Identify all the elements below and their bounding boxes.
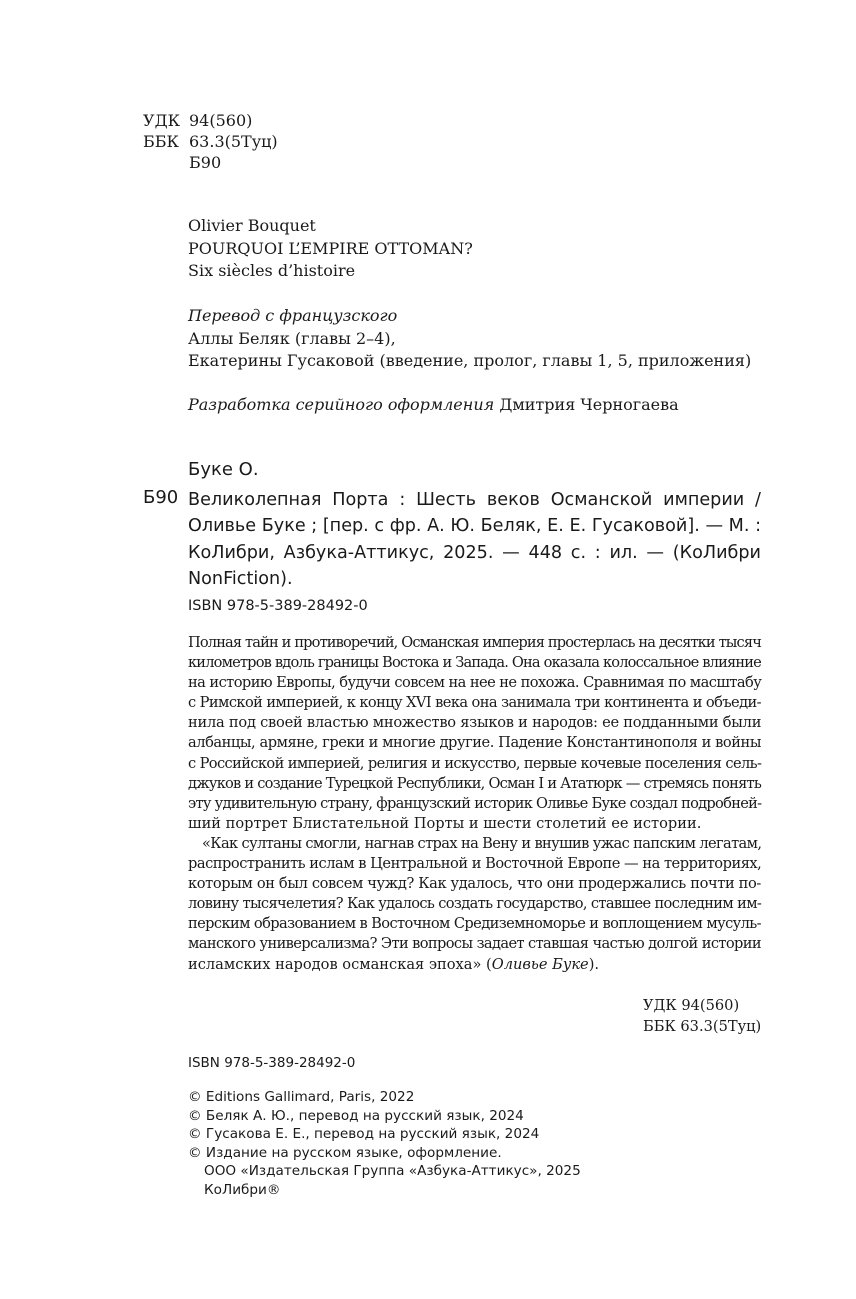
- original-edition: [188, 215, 748, 283]
- annotation-line: джуков и создание Турецкой Республики, Осман I и Ататюрк — стремясь понять: [188, 774, 761, 792]
- annotation-line: километров вдоль границы Востока и Запада. Она оказала колоссальное влияние: [188, 654, 761, 672]
- catalog-line: Великолепная Порта : Шесть веков Османской империи /: [188, 490, 761, 510]
- copyright-line: © Беляк А. Ю., перевод на русский язык, 2024: [188, 1107, 524, 1124]
- annotation-last-prefix: исламских народов османская эпоха» (: [188, 955, 492, 973]
- annotation-paragraph-1: [188, 633, 761, 834]
- copyright-line: КоЛибри®: [204, 1181, 281, 1198]
- author-mark: Б90: [189, 153, 222, 172]
- annotation-last-author: Оливье Буке: [491, 955, 589, 973]
- annotation-line: перским образованием в Восточном Средиземноморье и воплощением мусуль-: [188, 915, 761, 933]
- annotation-line: распространить ислам в Центральной и Восточной Европе — на территориях,: [188, 855, 762, 873]
- annotation-line: «Как султаны смогли, нагнав страх на Вену и внушив ужас папским легатам,: [202, 834, 762, 852]
- catalog-line: КоЛибри, Азбука-Аттикус, 2025. — 448 с. : ил. — (КоЛибри: [188, 542, 761, 563]
- annotation-line: с Российской империей, религия и искусство, первые кочевые поселения сель-: [188, 754, 762, 772]
- udk-row: [143, 111, 443, 131]
- annotation-line: манского универсализма? Эти вопросы задает ставшая частью долгой истории: [188, 935, 761, 953]
- codes-right-udk: УДК 94(560): [643, 997, 740, 1014]
- catalog-isbn: ISBN 978-5-389-28492-0: [188, 598, 368, 614]
- annotation-paragraph-2: [188, 834, 761, 975]
- catalog-line: Оливье Буке ; [пер. с фр. А. Ю. Беляк, Е. Е. Гусаковой]. — М. :: [188, 516, 761, 537]
- annotation-line: албанцы, армяне, греки и многие другие. Падение Константинополя и войны: [188, 734, 761, 752]
- catalog-description: [188, 487, 761, 592]
- catalog-author-heading: Буке О.: [188, 459, 259, 480]
- translation-label: Перевод с французского: [188, 306, 398, 325]
- bbk-row: [143, 132, 443, 152]
- translation-block: [188, 305, 768, 373]
- annotation-last-line: [188, 955, 761, 975]
- udk-value: 94(560): [189, 111, 253, 130]
- design-name: Дмитрия Черногаева: [499, 395, 679, 414]
- series-design: [188, 395, 768, 415]
- catalog-mark: Б90: [143, 487, 179, 508]
- copyright-line: © Гусакова Е. Е., перевод на русский язык, 2024: [188, 1126, 540, 1143]
- annotation-line: Полная тайн и противоречий, Османская империя простерлась на десятки тысяч: [188, 634, 761, 651]
- annotation-last-suffix: ).: [588, 955, 600, 973]
- copyright-line: © Издание на русском языке, оформление.: [188, 1144, 502, 1161]
- annotation-line: эту удивительную страну, французский историк Оливье Буке создал подробней-: [188, 794, 762, 812]
- codes-right: [643, 995, 761, 1037]
- annotation-line: ший портрет Блистательной Порты и шести столетий ее истории.: [188, 814, 702, 832]
- catalog-line: NonFiction).: [188, 568, 293, 589]
- isbn-bottom: ISBN 978-5-389-28492-0: [188, 1055, 356, 1071]
- original-subtitle: Six siècles d’histoire: [188, 261, 356, 280]
- annotation-line: на историю Европы, будучи совсем на нее не похожа. Сравнимая по масштабу: [188, 674, 762, 692]
- annotation: [188, 633, 761, 975]
- copyrights: [188, 1088, 581, 1200]
- bbk-value: 63.3(5Туц): [189, 132, 278, 151]
- original-title: POURQUOI L’EMPIRE OTTOMAN?: [188, 238, 473, 258]
- annotation-line: которым он был совсем чужд? Как удалось, что они продержались почти по-: [188, 875, 761, 893]
- codes-right-bbk: ББК 63.3(5Туц): [643, 1018, 762, 1035]
- copyright-line: ООО «Издательская Группа «Азбука-Аттикус», 2025: [204, 1163, 581, 1180]
- author-mark-row: [143, 153, 443, 173]
- classification-block: [143, 111, 443, 173]
- annotation-line: нила под своей властью множество языков и народов: ее подданными были: [188, 714, 762, 732]
- bbk-label: ББК: [143, 132, 179, 151]
- annotation-line: с Римской империей, к концу XVI века она занимала три континента и объеди-: [188, 694, 761, 712]
- translator-2: Екатерины Гусаковой (введение, пролог, главы 1, 5, приложения): [188, 351, 752, 370]
- annotation-line: ловину тысячелетия? Как удалось создать государство, ставшее последним им-: [188, 895, 762, 913]
- original-author: Olivier Bouquet: [188, 216, 316, 235]
- design-label: Разработка серийного оформления: [188, 395, 495, 414]
- udk-label: УДК: [143, 111, 180, 130]
- copyright-line: © Editions Gallimard, Paris, 2022: [188, 1089, 415, 1105]
- translator-1: Аллы Беляк (главы 2–4),: [188, 328, 396, 348]
